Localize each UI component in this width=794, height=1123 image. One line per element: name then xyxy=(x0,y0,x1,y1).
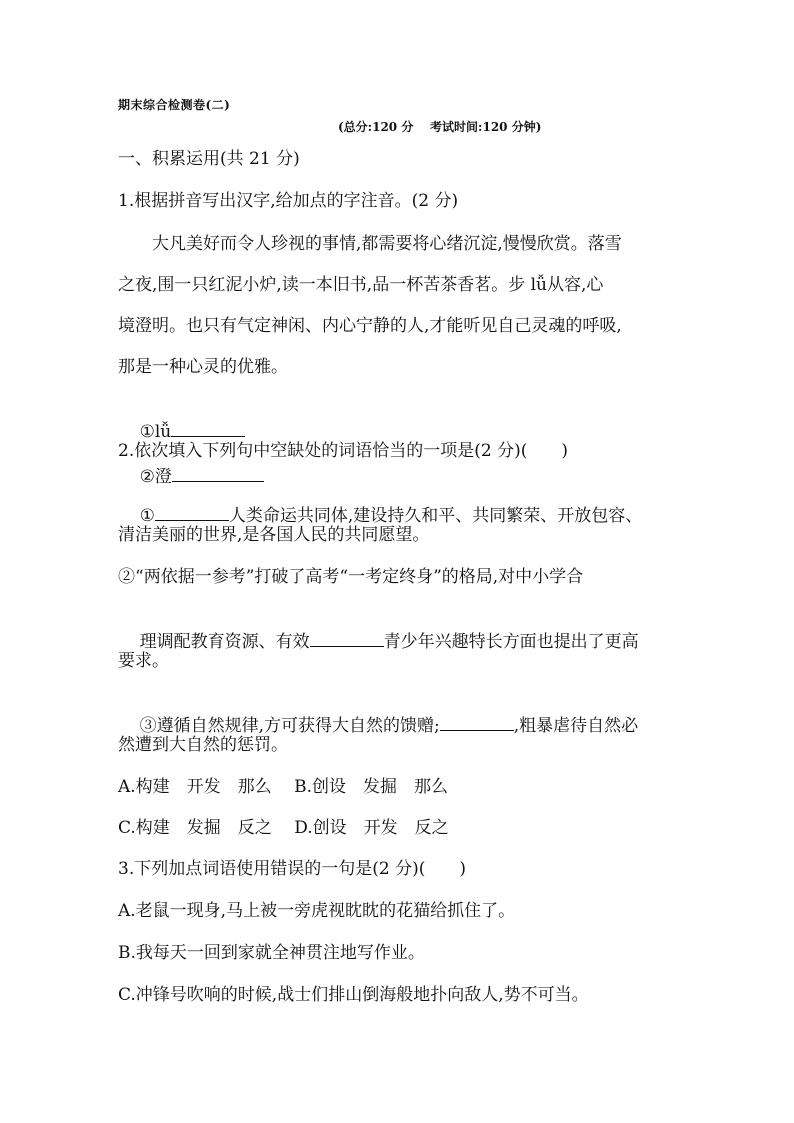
question-2-stem: 2.依次填入下列句中空缺处的词语恰当的一项是(2 分)( ) xyxy=(118,441,568,461)
q2-options-cd: C.构建 发掘 反之 D.创设 开发 反之 xyxy=(118,818,449,838)
q2-s1-text: 人类命运共同体,建设持久和平、共同繁荣、开放包容、 xyxy=(228,506,643,526)
section-heading: 一、积累运用(共 21 分) xyxy=(118,149,300,169)
q2-sentence-2-line-2 xyxy=(118,608,639,675)
q2-s3-rest: ,粗暴虐待自然必 xyxy=(513,716,639,736)
exam-title: 期末综合检测卷(二) xyxy=(118,98,231,112)
q1-answer-2-label: ②澄 xyxy=(139,467,172,487)
q3-option-b: B.我每天一回到家就全神贯注地写作业。 xyxy=(118,943,425,963)
q2-s3-prefix: ③遵循自然规律,方可获得大自然的馈赠; xyxy=(139,716,440,736)
q1-passage-line-3: 境澄明。也只有气定神闲、内心宁静的人,才能听见自己灵魂的呼吸, xyxy=(118,316,622,336)
q1-passage-line-4: 那是一种心灵的优雅。 xyxy=(118,357,288,377)
q3-option-c: C.冲锋号吹响的时候,战士们排山倒海般地扑向敌人,势不可当。 xyxy=(118,985,589,1005)
q2-s1-blank[interactable] xyxy=(155,504,229,521)
q2-sentence-1-line-2: 清洁美丽的世界,是各国人民的共同愿望。 xyxy=(118,525,430,545)
q2-s3-blank[interactable] xyxy=(440,714,514,731)
question-3-stem: 3.下列加点词语使用错误的一句是(2 分)( ) xyxy=(118,859,466,879)
q2-s2-blank[interactable] xyxy=(310,630,384,647)
q1-answer-1-blank[interactable] xyxy=(171,420,245,437)
q1-passage-line-2: 之夜,围一只红泥小炉,读一本旧书,品一杯苦茶香茗。步 lǚ从容,心 xyxy=(118,275,604,295)
q2-sentence-3-line-2: 然遭到大自然的惩罚。 xyxy=(118,735,288,755)
q2-options-ab: A.构建 开发 那么 B.创设 发掘 那么 xyxy=(118,777,448,797)
q2-sentence-2-line-1: ②“两依据一参考”打破了高考“一考定终身”的格局,对中小学合 xyxy=(118,567,584,587)
q1-answer-1-label: ①lǚ xyxy=(139,422,172,442)
q2-s1-number: ① xyxy=(139,506,155,526)
q1-passage-line-1: 大凡美好而令人珍视的事情,都需要将心绪沉淀,慢慢欣赏。落雪 xyxy=(152,234,622,254)
q3-option-a: A.老鼠一现身,马上被一旁虎视眈眈的花猫给抓住了。 xyxy=(118,901,516,921)
q2-sentence-2-line-3: 要求。 xyxy=(118,651,169,671)
q2-s2-prefix: 理调配教育资源、有效 xyxy=(139,632,310,652)
q1-answer-2-blank[interactable] xyxy=(172,465,264,482)
q2-s2-rest: 青少年兴趣特长方面也提出了更高 xyxy=(383,632,639,652)
score-time-info: (总分:120 分 考试时间:120 分钟) xyxy=(338,120,542,134)
question-1-stem: 1.根据拼音写出汉字,给加点的字注音。(2 分) xyxy=(118,191,459,211)
